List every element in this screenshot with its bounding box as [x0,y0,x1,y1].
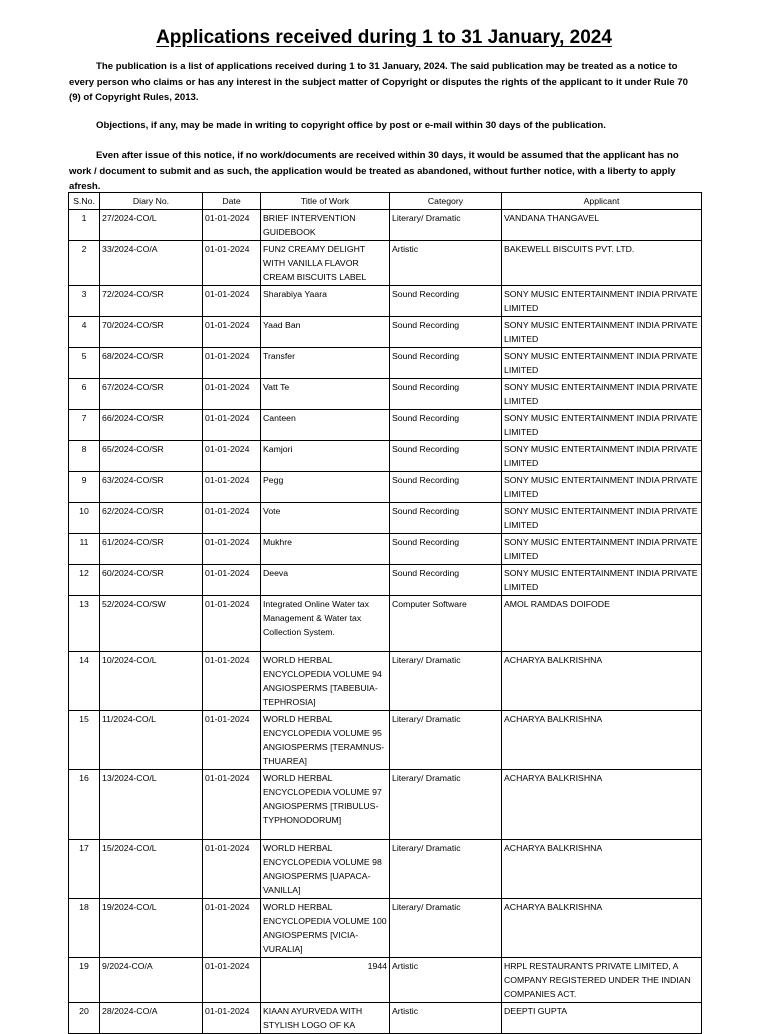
table-row [69,770,702,840]
cell-title: Mukhre [261,534,390,565]
cell-sno: 10 [69,503,100,534]
abandonment-paragraph: Even after issue of this notice, if no work/documents are received within 30 days, it would be assumed that the applicant has no work / document to submit and as such, the application would be treated as abandoned, without further notice, with a liberty to apply afresh. [69,150,679,192]
table-row [69,241,702,286]
cell-sno: 11 [69,534,100,565]
cell-diary: 68/2024-CO/SR [100,348,203,379]
cell-applicant: SONY MUSIC ENTERTAINMENT INDIA PRIVATE LIMITED [502,317,702,348]
cell-sno: 4 [69,317,100,348]
cell-sno: 3 [69,286,100,317]
cell-diary: 10/2024-CO/L [100,652,203,711]
cell-applicant: DEEPTI GUPTA [502,1003,702,1034]
cell-sno: 20 [69,1003,100,1034]
cell-title: WORLD HERBAL ENCYCLOPEDIA VOLUME 94 ANGIOSPERMS [TABEBUIA-TEPHROSIA] [261,652,390,711]
cell-date: 01-01-2024 [203,210,261,241]
cell-sno: 9 [69,472,100,503]
cell-sno: 6 [69,379,100,410]
cell-sno: 12 [69,565,100,596]
cell-date: 01-01-2024 [203,348,261,379]
cell-sno: 17 [69,840,100,899]
cell-diary: 9/2024-CO/A [100,958,203,1003]
cell-diary: 61/2024-CO/SR [100,534,203,565]
cell-diary: 70/2024-CO/SR [100,317,203,348]
cell-sno: 13 [69,596,100,652]
col-header-applicant: Applicant [502,193,702,210]
cell-diary: 52/2024-CO/SW [100,596,203,652]
cell-title: Pegg [261,472,390,503]
cell-diary: 65/2024-CO/SR [100,441,203,472]
cell-applicant: ACHARYA BALKRISHNA [502,840,702,899]
table-row [69,286,702,317]
page-title [0,27,768,49]
cell-date: 01-01-2024 [203,899,261,958]
applications-table [68,192,702,1034]
col-header-title: Title of Work [261,193,390,210]
table-row [69,441,702,472]
table-row [69,503,702,534]
cell-category: Literary/ Dramatic [390,770,502,840]
table-row [69,534,702,565]
cell-date: 01-01-2024 [203,596,261,652]
cell-date: 01-01-2024 [203,472,261,503]
table-row [69,379,702,410]
cell-date: 01-01-2024 [203,1003,261,1034]
cell-title: Sharabiya Yaara [261,286,390,317]
col-header-date: Date [203,193,261,210]
cell-category: Sound Recording [390,472,502,503]
cell-date: 01-01-2024 [203,534,261,565]
table-row [69,652,702,711]
cell-diary: 72/2024-CO/SR [100,286,203,317]
cell-category: Literary/ Dramatic [390,840,502,899]
cell-date: 01-01-2024 [203,958,261,1003]
cell-category: Sound Recording [390,565,502,596]
cell-diary: 63/2024-CO/SR [100,472,203,503]
objections-paragraph: Objections, if any, may be made in writing to copyright office by post or e-mail within 30 days of the publication. [96,120,606,131]
cell-sno: 2 [69,241,100,286]
cell-category: Literary/ Dramatic [390,899,502,958]
cell-diary: 60/2024-CO/SR [100,565,203,596]
cell-diary: 66/2024-CO/SR [100,410,203,441]
notice-paragraph: The publication is a list of applications received during 1 to 31 January, 2024. The said publication may be treated as a notice to every person who claims or has any interest in the subject matter of Copyright or disputes the rights of the applicant to it under Rule 70 (9) of Copyright Rules, 2013. [69,61,688,103]
cell-title: Canteen [261,410,390,441]
cell-title: Vatt Te [261,379,390,410]
table-row [69,596,702,652]
table-row [69,1003,702,1034]
cell-diary: 27/2024-CO/L [100,210,203,241]
col-header-sno: S.No. [69,193,100,210]
cell-sno: 15 [69,711,100,770]
cell-applicant: ACHARYA BALKRISHNA [502,652,702,711]
cell-applicant: SONY MUSIC ENTERTAINMENT INDIA PRIVATE LIMITED [502,286,702,317]
cell-category: Sound Recording [390,503,502,534]
cell-applicant: SONY MUSIC ENTERTAINMENT INDIA PRIVATE LIMITED [502,348,702,379]
cell-applicant: SONY MUSIC ENTERTAINMENT INDIA PRIVATE LIMITED [502,503,702,534]
cell-sno: 16 [69,770,100,840]
table-row [69,958,702,1003]
cell-title: Kamjori [261,441,390,472]
cell-applicant: AMOL RAMDAS DOIFODE [502,596,702,652]
cell-sno: 1 [69,210,100,241]
cell-category: Artistic [390,241,502,286]
cell-category: Artistic [390,1003,502,1034]
cell-category: Artistic [390,958,502,1003]
page-title-text: Applications received during 1 to 31 January, 2024 [156,27,612,48]
table-row [69,410,702,441]
cell-sno: 5 [69,348,100,379]
cell-applicant: BAKEWELL BISCUITS PVT. LTD. [502,241,702,286]
cell-sno: 8 [69,441,100,472]
table-row [69,317,702,348]
cell-diary: 15/2024-CO/L [100,840,203,899]
cell-category: Literary/ Dramatic [390,210,502,241]
cell-category: Sound Recording [390,286,502,317]
cell-category: Literary/ Dramatic [390,652,502,711]
cell-date: 01-01-2024 [203,241,261,286]
cell-sno: 14 [69,652,100,711]
cell-title: FUN2 CREAMY DELIGHT WITH VANILLA FLAVOR CREAM BISCUITS LABEL [261,241,390,286]
cell-applicant: ACHARYA BALKRISHNA [502,770,702,840]
table-header-row [69,193,702,210]
cell-applicant: SONY MUSIC ENTERTAINMENT INDIA PRIVATE LIMITED [502,410,702,441]
cell-date: 01-01-2024 [203,317,261,348]
cell-date: 01-01-2024 [203,770,261,840]
cell-title: WORLD HERBAL ENCYCLOPEDIA VOLUME 100 ANGIOSPERMS [VICIA-VURALIA] [261,899,390,958]
table-row [69,210,702,241]
cell-diary: 11/2024-CO/L [100,711,203,770]
cell-date: 01-01-2024 [203,379,261,410]
cell-title: 1944 [261,958,390,1003]
cell-date: 01-01-2024 [203,441,261,472]
cell-title: Transfer [261,348,390,379]
cell-diary: 62/2024-CO/SR [100,503,203,534]
cell-category: Sound Recording [390,441,502,472]
col-header-category: Category [390,193,502,210]
cell-diary: 67/2024-CO/SR [100,379,203,410]
cell-category: Sound Recording [390,348,502,379]
cell-category: Sound Recording [390,410,502,441]
cell-sno: 7 [69,410,100,441]
cell-diary: 33/2024-CO/A [100,241,203,286]
cell-diary: 19/2024-CO/L [100,899,203,958]
cell-date: 01-01-2024 [203,652,261,711]
cell-category: Sound Recording [390,317,502,348]
cell-date: 01-01-2024 [203,286,261,317]
cell-category: Sound Recording [390,534,502,565]
cell-date: 01-01-2024 [203,410,261,441]
cell-title: KIAAN AYURVEDA WITH STYLISH LOGO OF KA [261,1003,390,1034]
cell-date: 01-01-2024 [203,840,261,899]
cell-sno: 19 [69,958,100,1003]
cell-applicant: SONY MUSIC ENTERTAINMENT INDIA PRIVATE LIMITED [502,534,702,565]
cell-applicant: SONY MUSIC ENTERTAINMENT INDIA PRIVATE LIMITED [502,379,702,410]
cell-date: 01-01-2024 [203,503,261,534]
cell-diary: 28/2024-CO/A [100,1003,203,1034]
cell-applicant: SONY MUSIC ENTERTAINMENT INDIA PRIVATE LIMITED [502,472,702,503]
cell-title: Integrated Online Water tax Management & Water tax Collection System. [261,596,390,652]
cell-title: Deeva [261,565,390,596]
table-row [69,565,702,596]
cell-applicant: SONY MUSIC ENTERTAINMENT INDIA PRIVATE LIMITED [502,441,702,472]
cell-title: Vote [261,503,390,534]
cell-title: BRIEF INTERVENTION GUIDEBOOK [261,210,390,241]
cell-category: Literary/ Dramatic [390,711,502,770]
cell-title: WORLD HERBAL ENCYCLOPEDIA VOLUME 97 ANGIOSPERMS [TRIBULUS-TYPHONODORUM] [261,770,390,840]
col-header-diary: Diary No. [100,193,203,210]
cell-diary: 13/2024-CO/L [100,770,203,840]
table-row [69,840,702,899]
cell-title: WORLD HERBAL ENCYCLOPEDIA VOLUME 95 ANGIOSPERMS [TERAMNUS-THUAREA] [261,711,390,770]
cell-category: Sound Recording [390,379,502,410]
cell-category: Computer Software [390,596,502,652]
cell-applicant: ACHARYA BALKRISHNA [502,711,702,770]
cell-date: 01-01-2024 [203,711,261,770]
cell-applicant: ACHARYA BALKRISHNA [502,899,702,958]
cell-title: WORLD HERBAL ENCYCLOPEDIA VOLUME 98 ANGIOSPERMS [UAPACA-VANILLA] [261,840,390,899]
cell-title: Yaad Ban [261,317,390,348]
table-row [69,899,702,958]
cell-applicant: SONY MUSIC ENTERTAINMENT INDIA PRIVATE LIMITED [502,565,702,596]
cell-applicant: HRPL RESTAURANTS PRIVATE LIMITED, A COMPANY REGISTERED UNDER THE INDIAN COMPANIES ACT. [502,958,702,1003]
table-row [69,348,702,379]
cell-date: 01-01-2024 [203,565,261,596]
cell-sno: 18 [69,899,100,958]
table-row [69,472,702,503]
cell-applicant: VANDANA THANGAVEL [502,210,702,241]
table-row [69,711,702,770]
